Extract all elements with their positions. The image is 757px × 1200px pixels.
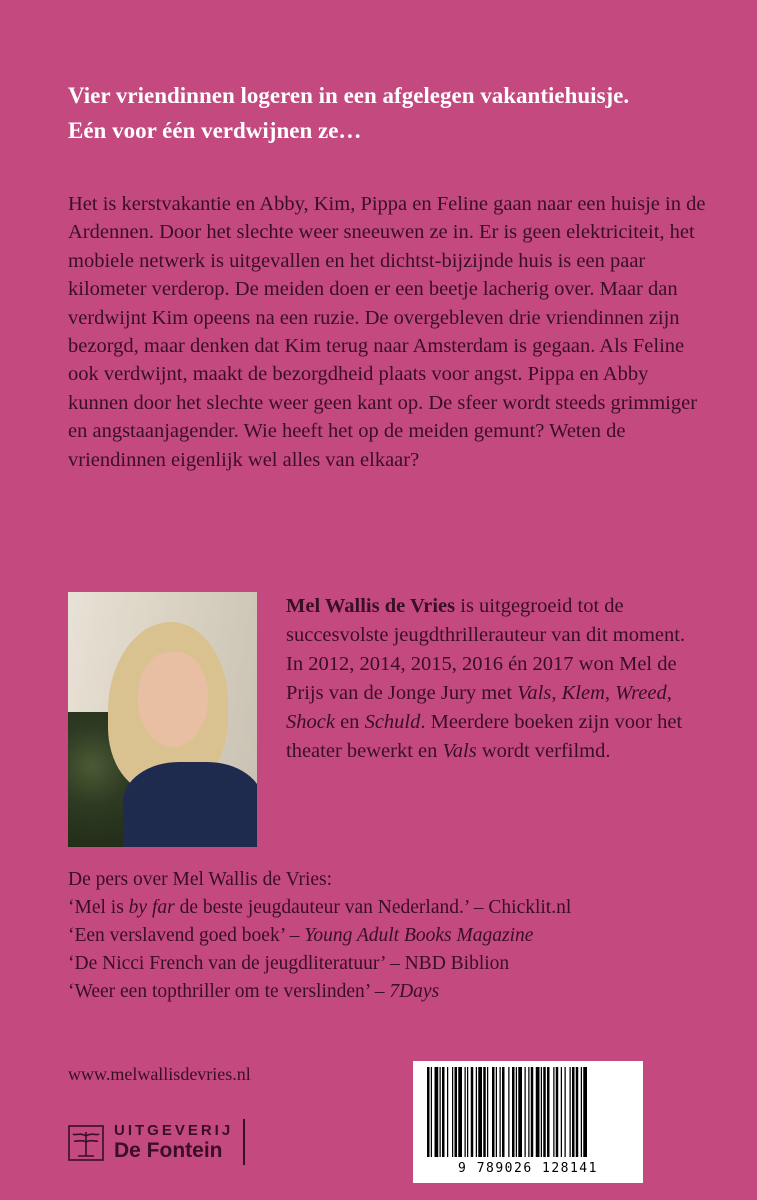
barcode xyxy=(413,1061,643,1183)
tagline-line-1: Vier vriendinnen logeren in een afgelegen vakantiehuisje. xyxy=(68,83,630,108)
barcode-bar xyxy=(565,1067,566,1157)
book-title: Wreed xyxy=(615,682,667,704)
separator: en xyxy=(334,711,365,733)
quote-source: Young Adult Books Magazine xyxy=(304,925,534,946)
barcode-bar xyxy=(553,1067,554,1157)
barcode-bar xyxy=(455,1067,458,1157)
book-tree-icon xyxy=(68,1122,104,1162)
tagline-line-2: Eén voor één verdwijnen ze… xyxy=(68,118,362,143)
publisher-line-2: De Fontein xyxy=(114,1139,223,1162)
press-quote-1 xyxy=(68,894,708,922)
quote-text: de beste jeugdauteur van Nederland.’ – Chicklit.nl xyxy=(174,897,572,918)
barcode-bar xyxy=(512,1067,515,1157)
author-bio-text-2: . Meerdere boeken zijn voor het theater bewerkt en xyxy=(286,711,683,762)
book-title: Vals xyxy=(517,682,552,704)
separator: , xyxy=(604,682,616,704)
barcode-bar xyxy=(492,1067,495,1157)
barcode-bar xyxy=(440,1067,441,1157)
barcode-bar xyxy=(447,1067,448,1157)
author-bio xyxy=(286,592,686,766)
barcode-bar xyxy=(536,1067,540,1157)
publisher-divider xyxy=(243,1119,245,1165)
barcode-bar xyxy=(561,1067,562,1157)
press-heading: De pers over Mel Wallis de Vries: xyxy=(68,869,333,890)
barcode-bar xyxy=(435,1067,439,1157)
barcode-bar xyxy=(581,1067,582,1157)
separator: , xyxy=(666,682,672,704)
separator: , xyxy=(551,682,562,704)
quote-text: ‘Mel is xyxy=(68,897,129,918)
barcode-bar xyxy=(496,1067,497,1157)
quote-text: ‘Een verslavend goed boek’ – xyxy=(68,925,305,946)
press-quote-3: ‘De Nicci French van de jeugdliteratuur’ – NBD Biblion xyxy=(68,953,510,974)
author-bio-text-1: is uitgegroeid tot de succesvolste jeugdthrillerauteur van dit moment. In 2012, 2014, 2015, 2016 én 2017 won Mel de Prijs van de Jonge Jury met xyxy=(286,595,686,704)
barcode-bar xyxy=(576,1067,579,1157)
author-name: Mel Wallis de Vries xyxy=(286,595,456,617)
barcode-bar xyxy=(541,1067,542,1157)
barcode-bars xyxy=(423,1067,633,1159)
barcode-bar xyxy=(543,1067,546,1157)
book-title: Klem xyxy=(561,682,605,704)
photo-sweater xyxy=(123,762,257,847)
barcode-bar xyxy=(528,1067,529,1157)
press-quote-4 xyxy=(68,978,708,1006)
press-quotes xyxy=(68,866,708,1006)
press-quote-2 xyxy=(68,922,708,950)
author-photo xyxy=(68,592,257,847)
author-bio-text-3: wordt verfilmd. xyxy=(476,740,611,762)
barcode-bar xyxy=(583,1067,587,1157)
publisher-logo xyxy=(68,1116,288,1168)
barcode-bar xyxy=(478,1067,482,1157)
barcode-bar xyxy=(483,1067,486,1157)
publisher-name xyxy=(114,1123,233,1161)
book-title: Shock xyxy=(286,711,335,733)
barcode-bar xyxy=(465,1067,466,1157)
book-title: Schuld xyxy=(364,711,421,733)
barcode-bar xyxy=(471,1067,474,1157)
quote-text: ‘Weer een topthriller om te verslinden’ – xyxy=(68,981,390,1002)
barcode-bar xyxy=(525,1067,526,1157)
photo-face xyxy=(138,652,208,747)
book-blurb xyxy=(68,190,708,474)
barcode-bar xyxy=(508,1067,509,1157)
blurb-text: Het is kerstvakantie en Abby, Kim, Pippa en Feline gaan naar een huisje in de Ardennen. Door het slechte weer sneeuwen ze in. Er is geen elektriciteit, het mobiele netwerk is uitgevallen en het dichtst-bijzijnde huis is een paar kilometer verderop. De meiden doen er een beetje lacherig over. Maar dan verdwijnt Kim opeens na een ruzie. De overgebleven drie vriendinnen zijn bezorgd, maar denken dat Kim terug naar Amsterdam is gegaan. Als Feline ook verdwijnt, maakt de bezorgdheid plaats voor angst. Pippa en Abby kunnen door het slechte weer geen kant op. De sfeer wordt steeds grimmiger en angstaanjagender. Wie heeft het op de meiden gemunt? Weten de vriendinnen eigenlijk wel alles van elkaar? xyxy=(68,193,706,471)
barcode-bar xyxy=(570,1067,571,1157)
quote-emphasis: by far xyxy=(128,897,175,918)
quote-source: 7Days xyxy=(389,981,440,1002)
barcode-bar xyxy=(427,1067,430,1157)
barcode-bar xyxy=(516,1067,517,1157)
barcode-bar xyxy=(452,1067,453,1157)
tagline xyxy=(68,78,708,148)
publisher-line-1: UITGEVERIJ xyxy=(114,1122,234,1139)
barcode-bar xyxy=(502,1067,505,1157)
barcode-bar xyxy=(458,1067,462,1157)
website-url: www.melwallisdevries.nl xyxy=(68,1064,251,1084)
barcode-bar xyxy=(442,1067,445,1157)
book-title: Vals xyxy=(442,740,477,762)
barcode-bar xyxy=(467,1067,468,1157)
barcode-bar xyxy=(556,1067,559,1157)
barcode-bar xyxy=(487,1067,488,1157)
barcode-bar xyxy=(531,1067,534,1157)
barcode-bar xyxy=(547,1067,550,1157)
isbn-number: 9 789026 128141 xyxy=(458,1161,598,1176)
barcode-bar xyxy=(431,1067,432,1157)
barcode-bar xyxy=(572,1067,575,1157)
barcode-bar xyxy=(518,1067,522,1157)
barcode-bar xyxy=(476,1067,477,1157)
barcode-bar xyxy=(500,1067,501,1157)
